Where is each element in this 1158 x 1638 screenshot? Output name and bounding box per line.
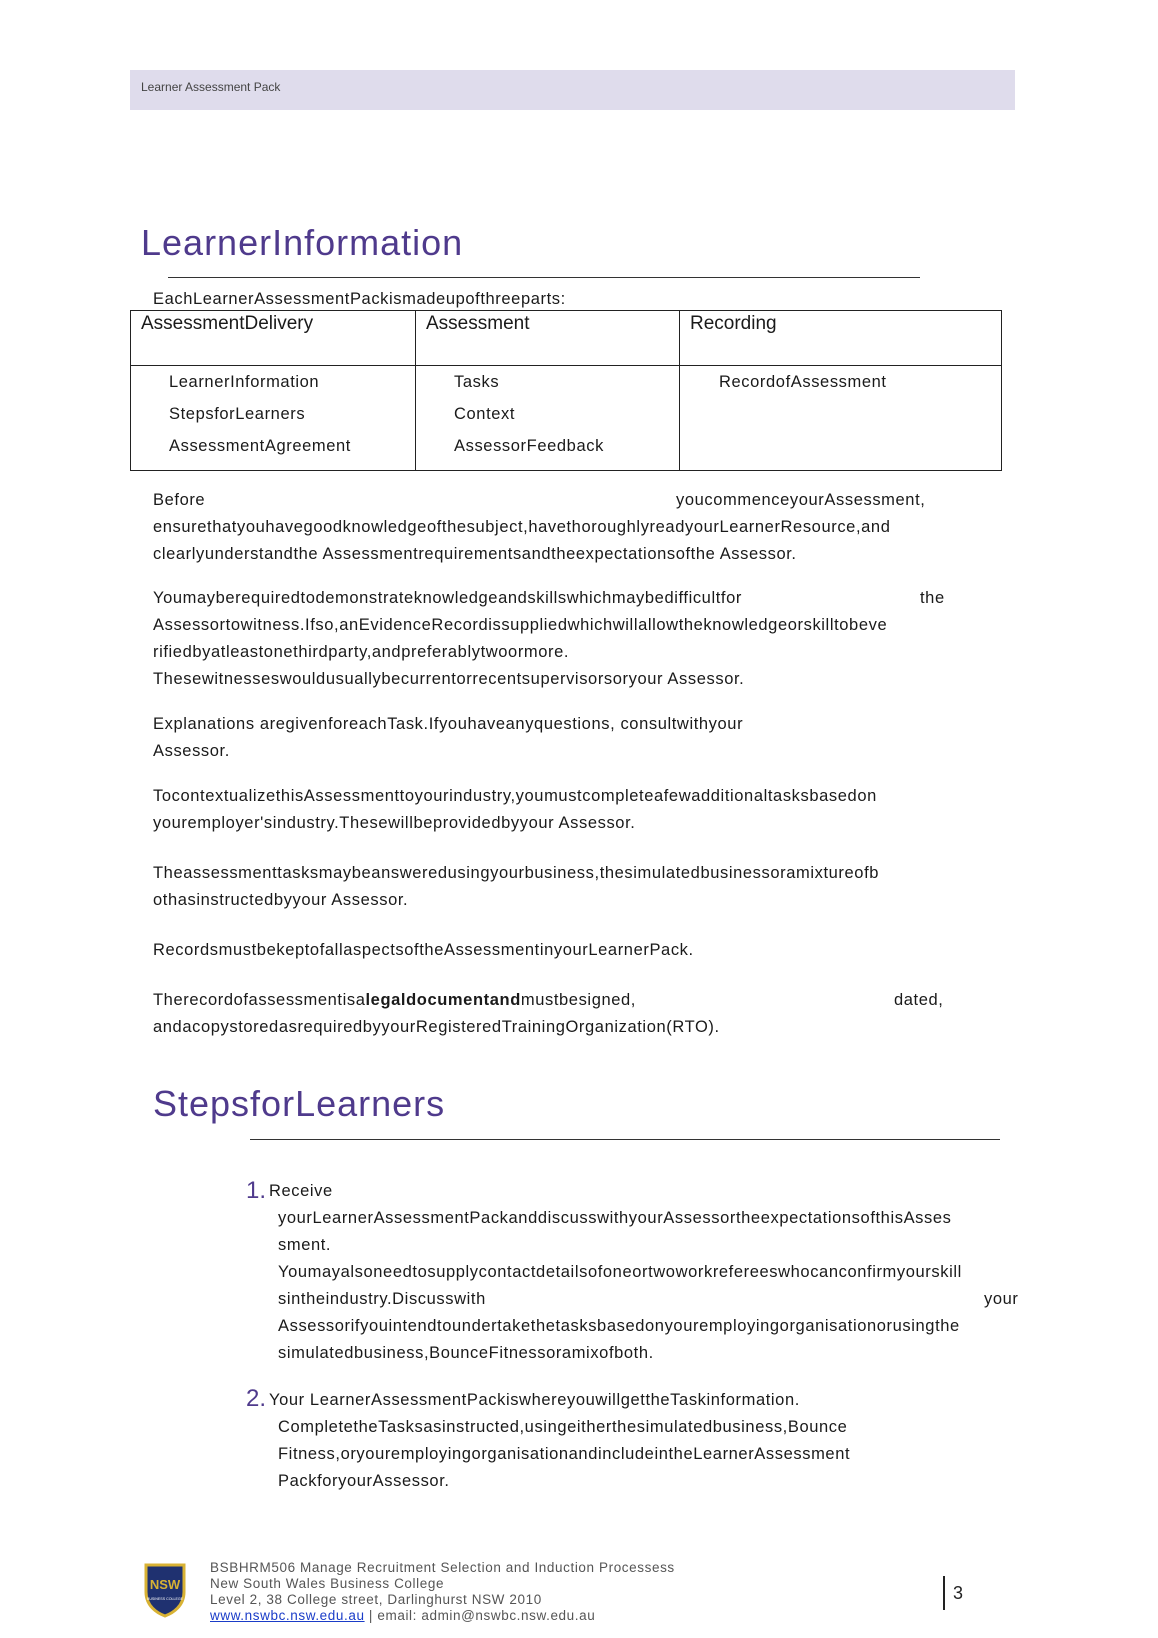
step-text: sintheindustry.Discusswith bbox=[278, 1290, 486, 1308]
paragraph-text: ensurethatyouhavegoodknowledgeofthesubject,havethoroughlyreadyourLearnerResource,and bbox=[153, 518, 891, 536]
assessment-delivery-cell bbox=[131, 366, 416, 471]
step-number: 2. bbox=[246, 1385, 267, 1412]
paragraph-text: andacopystoredasrequiredbyyourRegisteredTrainingOrganization(RTO). bbox=[153, 1018, 720, 1036]
college-logo bbox=[143, 1562, 187, 1618]
paragraph-text: youcommenceyourAssessment, bbox=[676, 491, 926, 509]
page-number: 3 bbox=[953, 1583, 964, 1603]
column-header-assessment-delivery: AssessmentDelivery bbox=[131, 311, 416, 366]
step-text: Your LearnerAssessmentPackiswhereyouwillgettheTaskinformation. bbox=[269, 1391, 800, 1409]
paragraph-text: the bbox=[920, 589, 945, 607]
step-text: your bbox=[984, 1290, 1019, 1308]
footer-address: Level 2, 38 College street, Darlinghurst NSW 2010 bbox=[210, 1592, 542, 1607]
step-text: yourLearnerAssessmentPackanddiscusswithyourAssessortheexpectationsofthisAsses bbox=[278, 1209, 952, 1227]
paragraph-text: clearlyunderstandthe Assessmentrequirementsandtheexpectationsofthe Assessor. bbox=[153, 545, 797, 563]
heading-rule bbox=[168, 277, 920, 278]
footer-college-name: New South Wales Business College bbox=[210, 1576, 445, 1591]
footer-contact bbox=[210, 1608, 595, 1624]
step-text: PackforyourAssessor. bbox=[278, 1472, 450, 1490]
paragraph-text: Youmayberequiredtodemonstrateknowledgeandskillswhichmaybedifficultfor bbox=[153, 589, 742, 607]
paragraph-text: othasinstructedbyyour Assessor. bbox=[153, 891, 409, 909]
assessment-cell bbox=[416, 366, 680, 471]
intro-text: EachLearnerAssessmentPackismadeupofthreeparts: bbox=[153, 290, 566, 308]
table-item: StepsforLearners bbox=[169, 405, 306, 423]
column-header-recording: Recording bbox=[680, 311, 1002, 366]
paragraph-text: Theassessmenttasksmaybeansweredusingyourbusiness,thesimulatedbusinessoramixtureofb bbox=[153, 864, 880, 882]
college-shield-icon bbox=[143, 1562, 187, 1618]
paragraph-text: TocontextualizethisAssessmenttoyourindustry,youmustcompleteafewadditionaltasksbasedon bbox=[153, 787, 877, 805]
paragraph-text: Thesewitnesseswouldusuallybecurrentorrecentsupervisorsoryour Assessor. bbox=[153, 670, 745, 688]
column-header-assessment: Assessment bbox=[416, 311, 680, 366]
paragraph-text: rifiedbyatleastonethirdparty,andpreferablytwoormore. bbox=[153, 643, 570, 661]
text-run: Therecordofassessmentisa bbox=[153, 991, 366, 1009]
step-text: Receive bbox=[269, 1182, 333, 1200]
step-number: 1. bbox=[246, 1177, 267, 1204]
website-link[interactable]: www.nswbc.nsw.edu.au bbox=[210, 1608, 365, 1623]
paragraph-text: Before bbox=[153, 491, 206, 509]
paragraph-text: Assessortowitness.Ifso,anEvidenceRecordissuppliedwhichwillallowtheknowledgeorskilltobeve bbox=[153, 616, 888, 634]
paragraph-text: Explanations aregivenforeachTask.Ifyouhaveanyquestions, consultwithyour bbox=[153, 715, 744, 733]
table-item: LearnerInformation bbox=[169, 373, 320, 391]
text-run: mustbesigned, bbox=[520, 991, 636, 1009]
logo-text: NSW bbox=[149, 1577, 181, 1592]
table-item: RecordofAssessment bbox=[719, 373, 887, 391]
table-item: AssessorFeedback bbox=[454, 437, 604, 455]
bold-text: legaldocumentand bbox=[365, 991, 521, 1009]
recording-cell bbox=[680, 366, 1002, 471]
step-text: Assessorifyouintendtoundertakethetasksbasedonyouremployingorganisationorusingthe bbox=[278, 1317, 960, 1335]
step-text: CompletetheTasksasinstructed,usingeitherthesimulatedbusiness,Bounce bbox=[278, 1418, 848, 1436]
footer-email: | email: admin@nswbc.nsw.edu.au bbox=[364, 1608, 596, 1623]
page-number-bar bbox=[943, 1576, 945, 1610]
table-item: Context bbox=[454, 405, 516, 423]
table-item: Tasks bbox=[454, 373, 500, 391]
paragraph-text: Assessor. bbox=[153, 742, 230, 760]
logo-subtext: BUSINESS COLLEGE bbox=[146, 1597, 184, 1601]
step-text: sment. bbox=[278, 1236, 332, 1254]
step-text: simulatedbusiness,BounceFitnessoramixofboth. bbox=[278, 1344, 654, 1362]
assessment-parts-table bbox=[130, 310, 1002, 471]
footer-course: BSBHRM506 Manage Recruitment Selection and Induction Processess bbox=[210, 1560, 675, 1575]
step-text: Youmayalsoneedtosupplycontactdetailsofoneortwoworkrefereeswhocanconfirmyourskill bbox=[278, 1263, 962, 1281]
paragraph-text bbox=[153, 987, 636, 1014]
paragraph-text: dated, bbox=[894, 991, 944, 1009]
step-text: Fitness,oryouremployingorganisationandincludeintheLearnerAssessment bbox=[278, 1445, 851, 1463]
paragraph-text: RecordsmustbekeptofallaspectsoftheAssessmentinyourLearnerPack. bbox=[153, 941, 694, 959]
section-heading-learner-information: LearnerInformation bbox=[141, 222, 464, 263]
header-title: Learner Assessment Pack bbox=[141, 80, 281, 94]
section-heading-steps-for-learners: StepsforLearners bbox=[153, 1083, 446, 1124]
paragraph-text: youremployer'sindustry.Thesewillbeprovidedbyyour Assessor. bbox=[153, 814, 636, 832]
table-item: AssessmentAgreement bbox=[169, 437, 351, 455]
heading-rule bbox=[250, 1139, 1000, 1140]
